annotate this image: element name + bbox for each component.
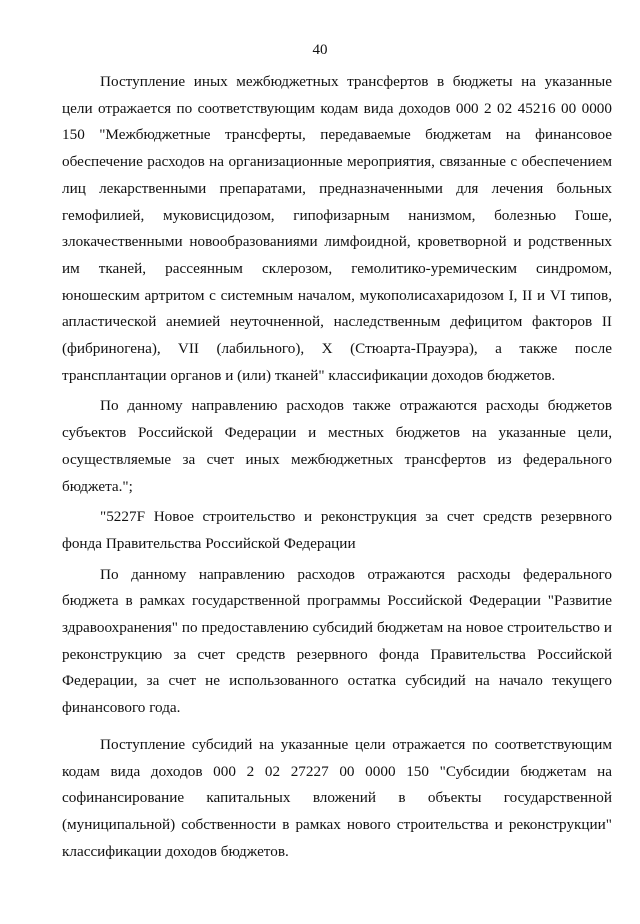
paragraph-code-5227f-title: "5227F Новое строительство и реконструкция за счет средств резервного фонда Правительства Российской Федерации [62,508,612,552]
paragraph-federal-expenses: По данному направлению расходов отражаются расходы федерального бюджета в рамках государственной программы Российской Федерации "Развитие здравоохранения" по предоставлению субсидий бюджетам на новое строительство и реконструкцию за счет средств резервного фонда Правительства Российской Федерации, за счет не использованного остатка субсидий на начало текущего финансового года. [62,565,612,717]
paragraph-budget-expenses: По данному направлению расходов также отражаются расходы бюджетов субъектов Российской Федерации и местных бюджетов на указанные цели, осуществляемые за счет иных межбюджетных трансфертов из федерального бюджета."; [62,397,612,495]
paragraph-subsidies-income: Поступление субсидий на указанные цели отражается по соответствующим кодам вида доходов 000 2 02 27227 00 0000 150 "Субсидии бюджетам на софинансирование капитальных вложений в объекты государственной (муниципальной) собственности в рамках нового строительства и реконструкции" классификации доходов бюджетов. [62,735,612,860]
page-number: 40 [312,42,328,58]
document-body [62,69,612,865]
paragraph-transfers-income: Поступление иных межбюджетных трансфертов в бюджеты на указанные цели отражается по соответствующим кодам вида доходов 000 2 02 45216 00 0000 150 "Межбюджетные трансферты, передаваемые бюджетам на финансовое обеспечение расходов на организационные мероприятия, связанные с обеспечением лиц лекарственными препаратами, предназначенными для лечения больных гемофилией, муковисцидозом, гипофизарным нанизмом, болезнью Гоше, злокачественными новообразованиями лимфоидной, кроветворной и родственных им тканей, рассеянным склерозом, гемолитико-уремическим синдромом, юношеским артритом с системным началом, мукополисахаридозом I, II и VI типов, апластической анемией неуточненной, наследственным дефицитом факторов II (фибриногена), VII (лабильного), X (Стюарта-Прауэра), а также после трансплантации органов и (или) тканей" классификации доходов бюджетов. [62,73,612,384]
